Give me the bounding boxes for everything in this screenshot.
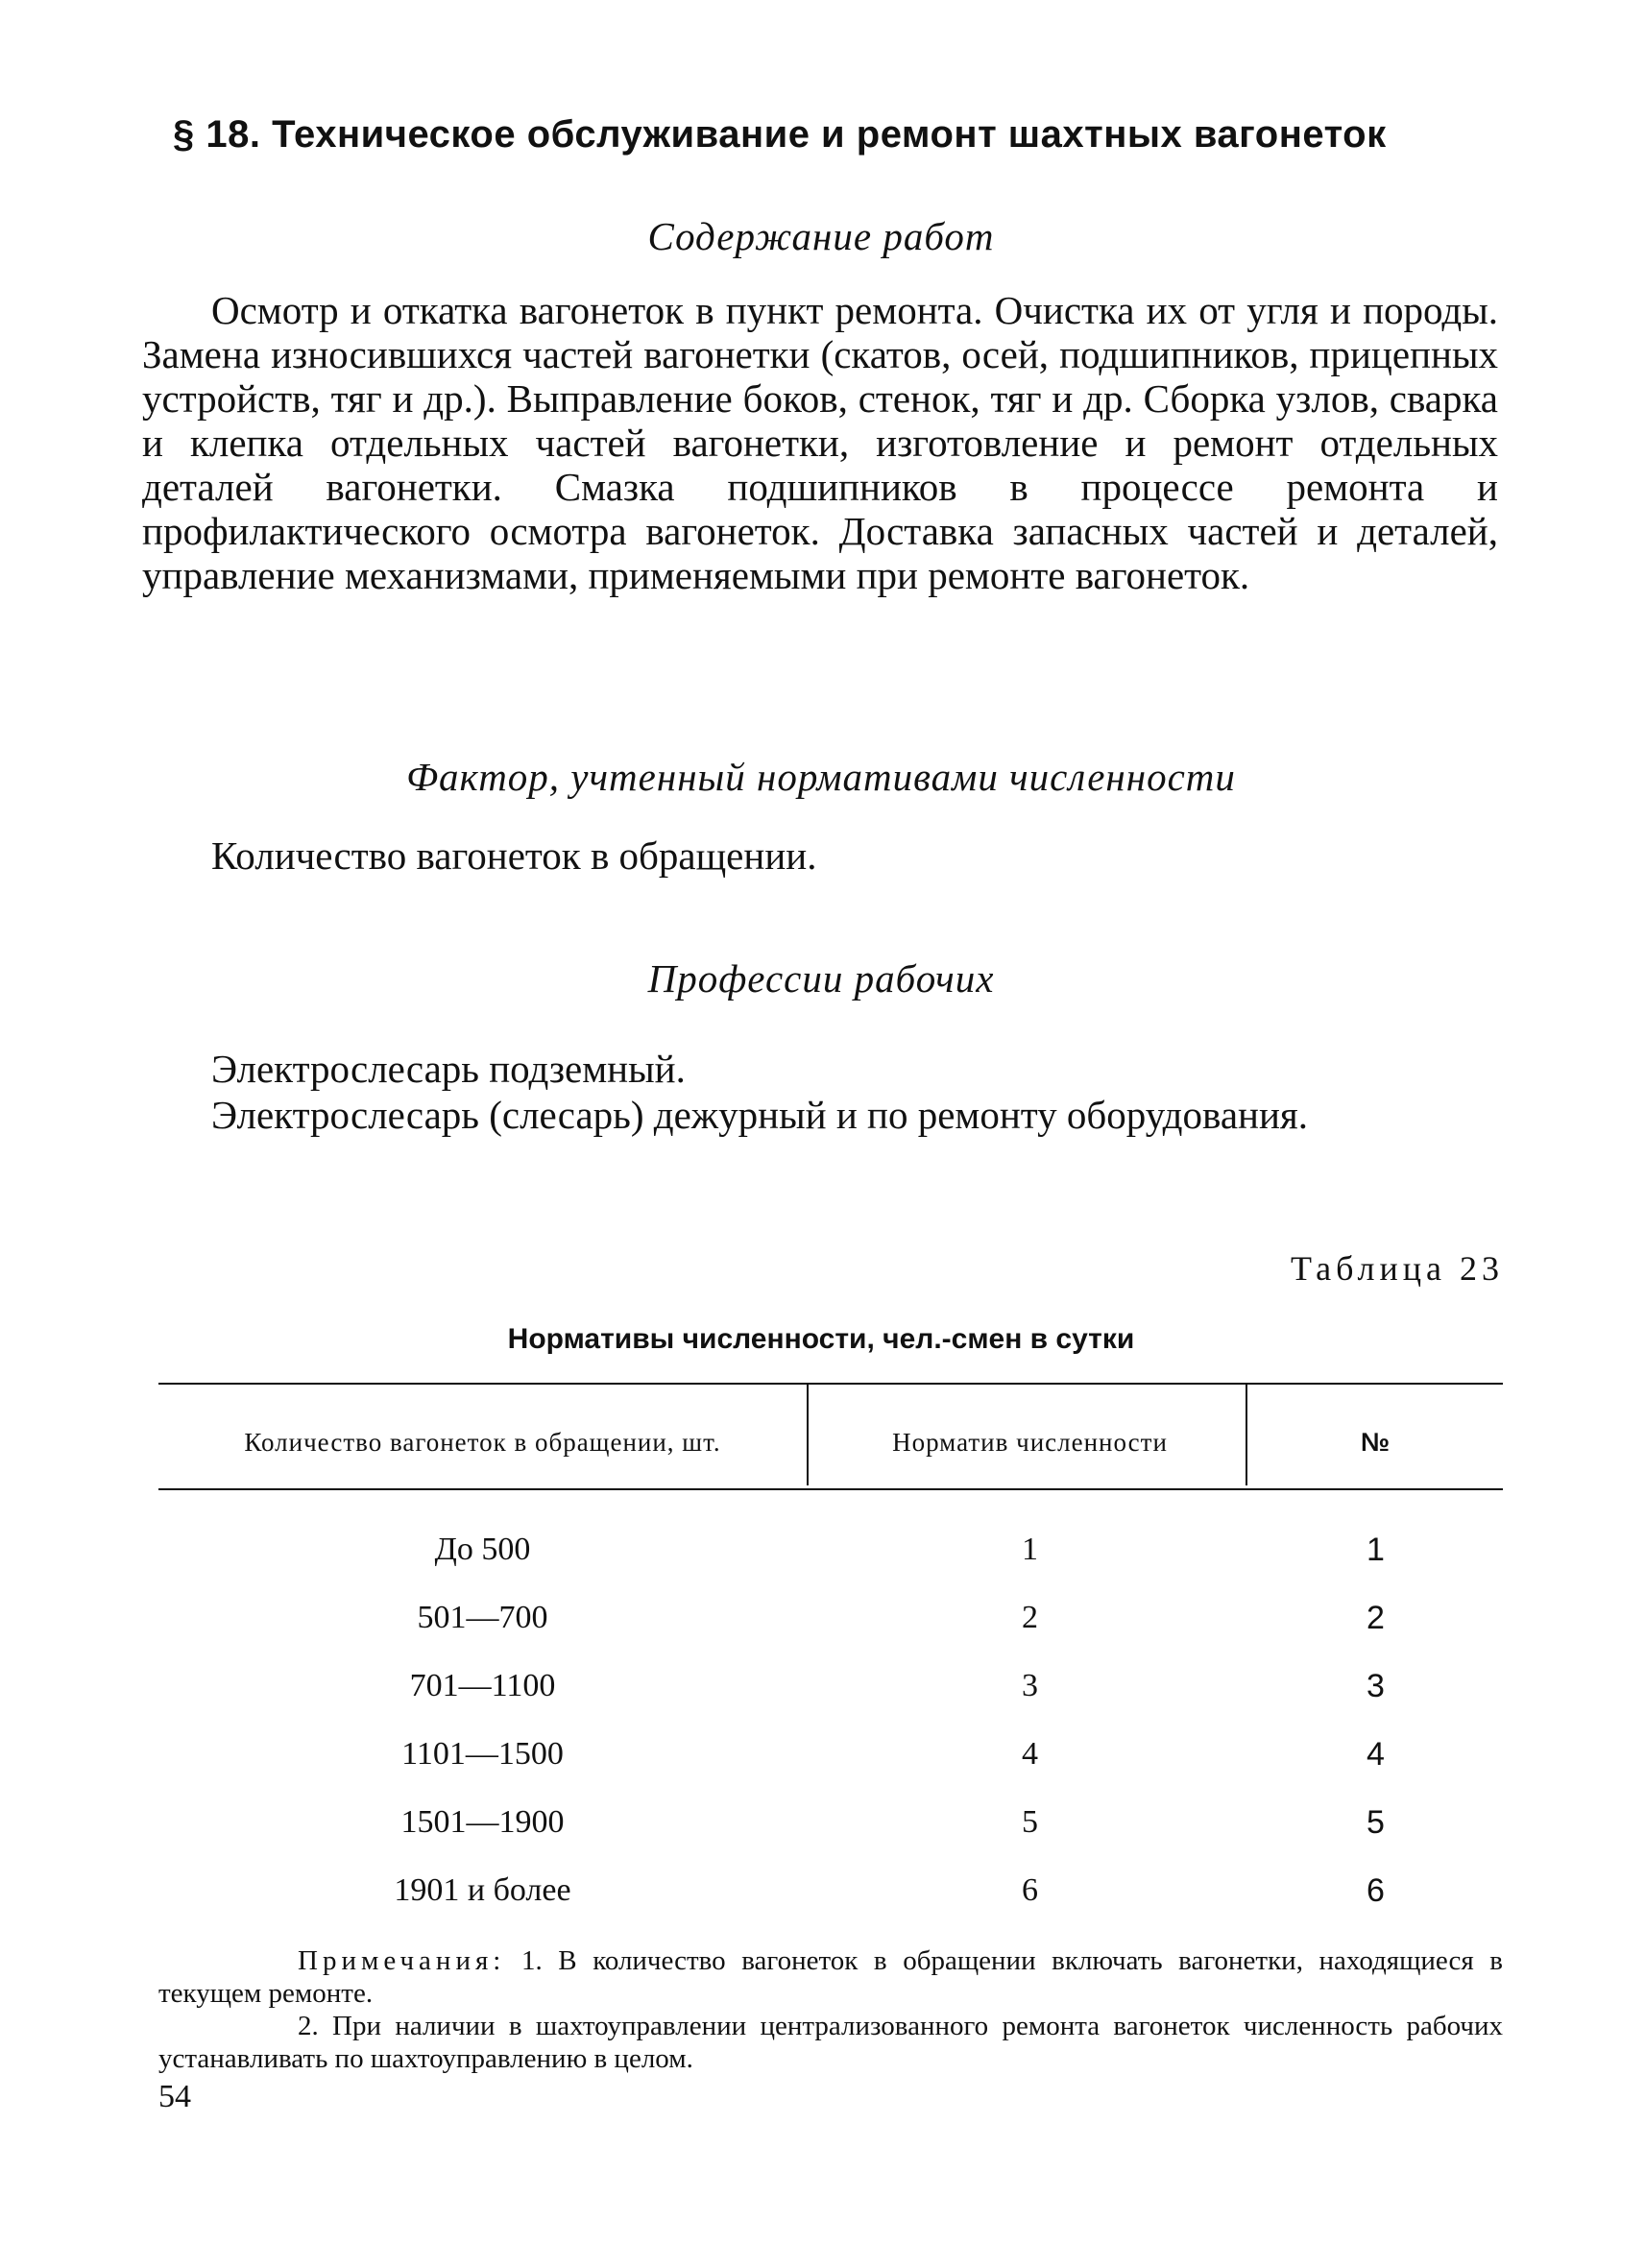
table-cell-number: 1 [1367,1532,1385,1568]
table-top-rule [158,1383,1503,1385]
table-header-quantity: Количество вагонеток в обращении, шт. [244,1428,721,1457]
table-cell-number: 5 [1367,1804,1385,1841]
table-cell-norm: 6 [1022,1872,1038,1908]
table-cell-norm: 4 [1022,1736,1038,1772]
table-column-divider [807,1385,809,1485]
professions-heading: Профессии рабочих [647,956,995,1001]
work-content-text: Осмотр и откатка вагонеток в пункт ремонта. Очистка их от угля и породы. Замена износившихся частей вагонетки (скатов, осей, подшипников, прицепных устройств, тяг и др.). Выправление боков, стенок, тяг и др. Сборка узлов, сварка и клепка отдельных частей вагонетки, изготовление и ремонт отдельных деталей вагонетки. Смазка подшипников в процессе ремонта и профилактического осмотра вагонеток. Доставка запасных частей и деталей, управление механизмами, применяемыми при ремонте вагонеток. [142,288,1498,597]
table-header-number: № [1360,1428,1391,1457]
table-cell-quantity: 1901 и более [394,1872,571,1908]
table-cell-quantity: 1501—1900 [400,1804,565,1840]
table-cell-number: 6 [1367,1872,1385,1909]
table-note-1 [158,1944,1503,2010]
table-cell-number: 2 [1367,1600,1385,1636]
section-title: § 18. Техническое обслуживание и ремонт шахтных вагонеток [173,113,1387,156]
table-cell-norm: 3 [1022,1668,1038,1703]
profession-item: Электрослесарь (слесарь) дежурный и по ремонту оборудования. [211,1093,1309,1137]
table-cell-number: 3 [1367,1668,1385,1704]
page-number: 54 [158,2079,191,2114]
table-header-norm: Норматив численности [892,1428,1168,1457]
table-cell-norm: 1 [1022,1532,1038,1567]
table-cell-quantity: 501—700 [417,1600,548,1635]
factor-text: Количество вагонеток в обращении. [211,833,817,878]
table-cell-norm: 5 [1022,1804,1038,1840]
table-cell-quantity: 1101—1500 [401,1736,564,1772]
table-title: Нормативы численности, чел.-смен в сутки [507,1323,1135,1355]
table-header-rule [158,1488,1503,1490]
profession-item: Электрослесарь подземный. [211,1047,686,1091]
table-cell-norm: 2 [1022,1600,1038,1635]
table-note-2: 2. При наличии в шахтоуправлении централизованного ремонта вагонеток численность рабочих устанавливать по шахтоуправлению в целом. [158,2011,1503,2074]
table-cell-number: 4 [1367,1736,1385,1773]
factor-heading: Фактор, учтенный нормативами численности [406,755,1236,799]
work-content-heading: Содержание работ [647,214,995,258]
table-cell-quantity: 701—1100 [409,1668,556,1703]
notes-label: Примечания: [298,1945,506,1976]
note-1-text: 1. В количество вагонеток в обращении включать вагонетки, находящиеся в текущем ремонте. [158,1945,1504,2009]
table-cell-quantity: До 500 [434,1532,531,1567]
table-label: Таблица 23 [1291,1249,1504,1288]
